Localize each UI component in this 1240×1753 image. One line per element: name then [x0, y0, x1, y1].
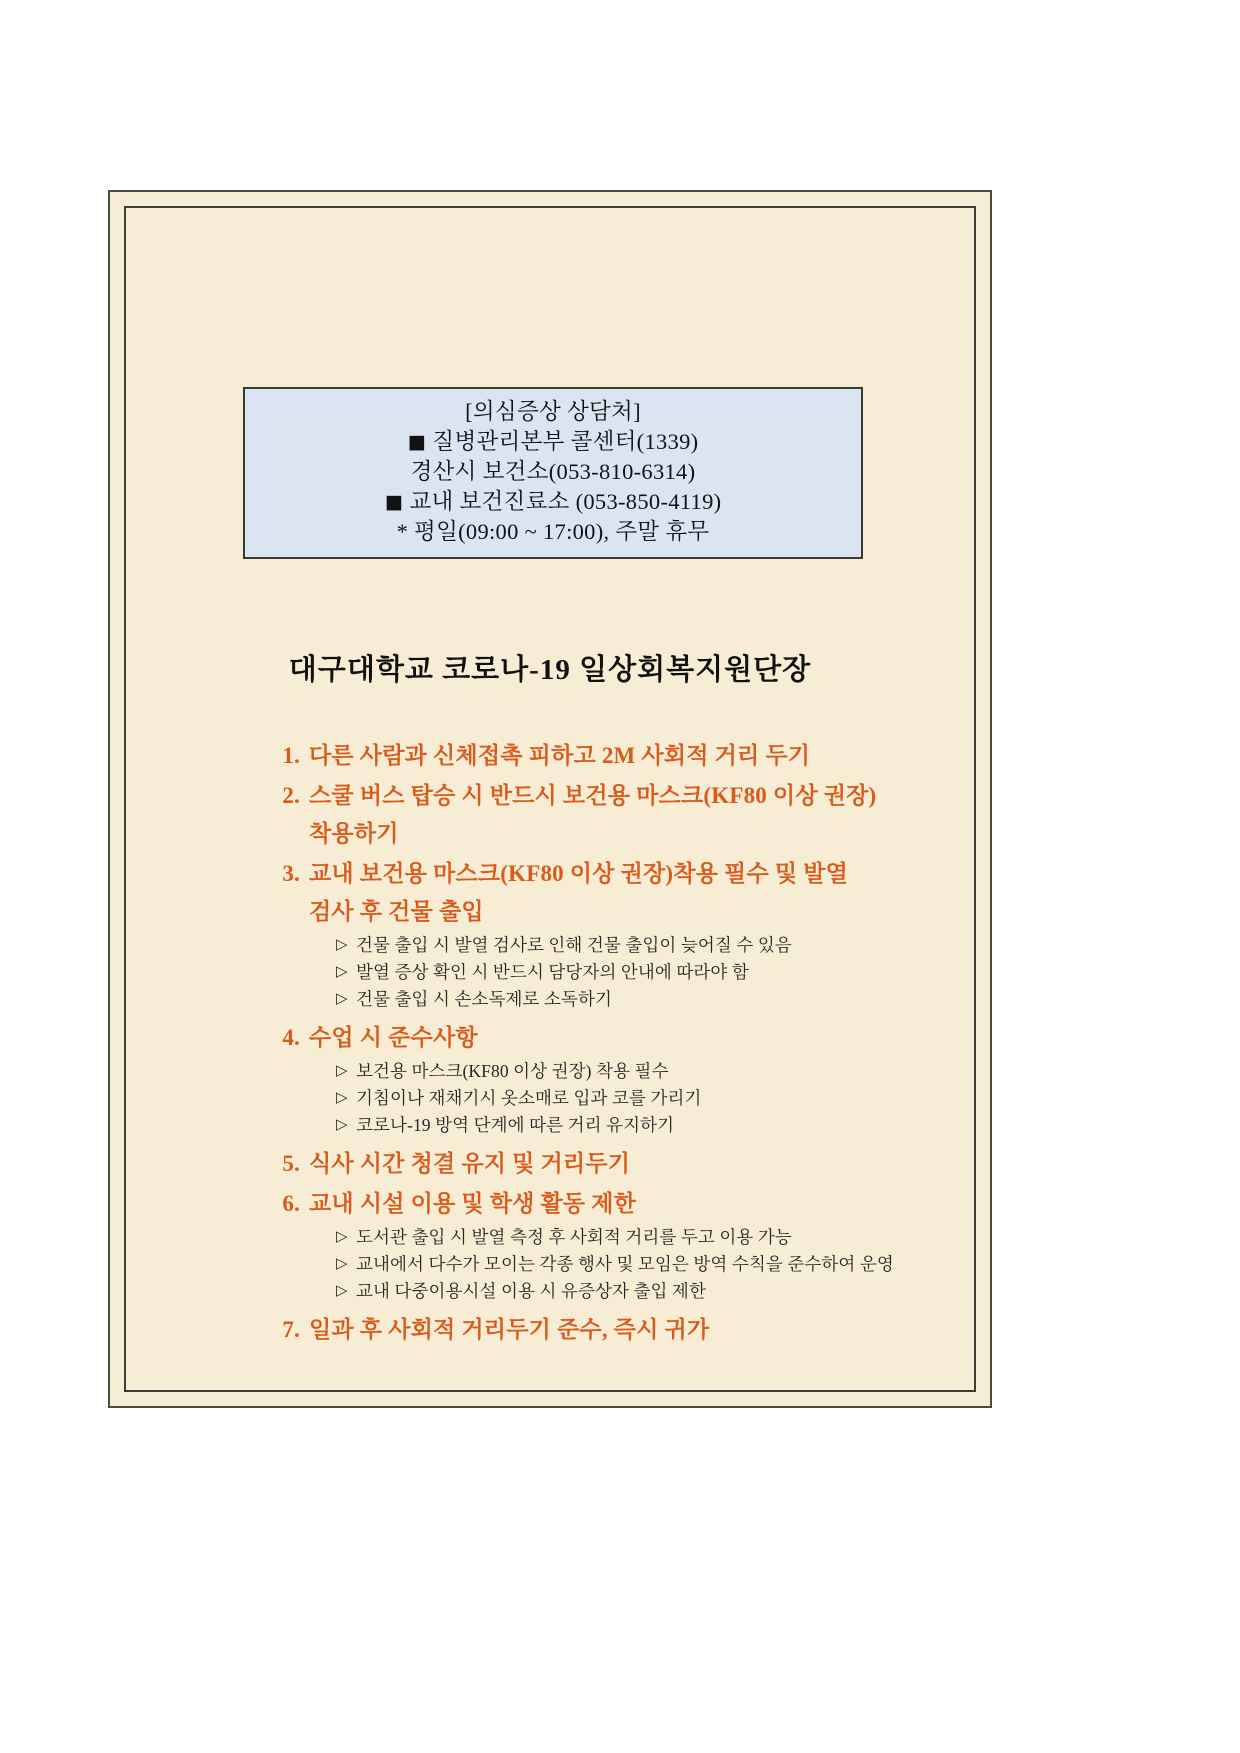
- list-item-number: 6.: [282, 1191, 300, 1216]
- guideline-list: [270, 737, 960, 1351]
- sub-list-item: [336, 1251, 960, 1278]
- contact-line-campus-clinic: ◼ 교내 보건진료소 (053-850-4119): [384, 489, 722, 514]
- sub-list-item: [336, 959, 960, 986]
- triangle-right-icon: ▷: [336, 964, 348, 980]
- list-item-line2: 착용하기: [309, 821, 399, 846]
- list-item: [270, 855, 960, 1013]
- sub-list: [336, 1058, 960, 1139]
- list-item-text: [309, 855, 960, 931]
- list-item-line1: 스쿨 버스 탑승 시 반드시 보건용 마스크(KF80 이상 권장): [309, 783, 877, 808]
- triangle-right-icon: ▷: [336, 1117, 348, 1133]
- sub-list-item-text: 코로나-19 방역 단계에 따른 거리 유지하기: [356, 1115, 675, 1135]
- sub-list-item-text: 기침이나 재채기시 옷소매로 입과 코를 가리기: [356, 1088, 702, 1108]
- sub-list-item: [336, 1058, 960, 1085]
- list-item-head: [270, 1145, 960, 1183]
- list-item-head: [270, 1311, 960, 1349]
- page-title: 대구대학교 코로나-19 일상회복지원단장: [288, 654, 812, 686]
- sub-list-item-text: 건물 출입 시 발열 검사로 인해 건물 출입이 늦어질 수 있음: [356, 935, 792, 955]
- list-item: [270, 1185, 960, 1305]
- list-item-text: 일과 후 사회적 거리두기 준수, 즉시 귀가: [309, 1317, 710, 1342]
- contact-line-title: [의심증상 상담처]: [465, 399, 641, 424]
- list-item: [270, 1311, 960, 1349]
- triangle-right-icon: ▷: [336, 1283, 348, 1299]
- list-item-line2: 검사 후 건물 출입: [309, 899, 484, 924]
- list-item-text: 교내 시설 이용 및 학생 활동 제한: [309, 1191, 637, 1216]
- list-item-text: 다른 사람과 신체접촉 피하고 2M 사회적 거리 두기: [309, 743, 811, 768]
- list-item-text: 식사 시간 청결 유지 및 거리두기: [309, 1151, 631, 1176]
- list-item: [270, 1145, 960, 1183]
- sub-list-item: [336, 932, 960, 959]
- list-item-head: [270, 1185, 960, 1223]
- sub-list: [336, 1224, 960, 1305]
- list-item-number: 2.: [282, 783, 300, 808]
- poster-sheet: [108, 190, 992, 1408]
- sub-list-item: [336, 986, 960, 1013]
- triangle-right-icon: ▷: [336, 1229, 348, 1245]
- list-item: [270, 737, 960, 775]
- list-item-number: 3.: [282, 861, 300, 886]
- triangle-right-icon: ▷: [336, 1090, 348, 1106]
- list-item-head: [270, 855, 960, 931]
- sub-list-item: [336, 1278, 960, 1305]
- sub-list-item: [336, 1085, 960, 1112]
- triangle-right-icon: ▷: [336, 1256, 348, 1272]
- list-item: [270, 1019, 960, 1139]
- list-item-head: [270, 777, 960, 853]
- list-item-text: 수업 시 준수사항: [309, 1025, 478, 1050]
- list-item: [270, 777, 960, 853]
- sub-list-item: [336, 1224, 960, 1251]
- sub-list-item-text: 도서관 출입 시 발열 측정 후 사회적 거리를 두고 이용 가능: [356, 1227, 792, 1247]
- list-item-text: [309, 777, 960, 853]
- list-item-head: [270, 737, 960, 775]
- poster-content: [110, 192, 990, 1406]
- list-item-head: [270, 1019, 960, 1057]
- contact-line-hours: * 평일(09:00 ~ 17:00), 주말 휴무: [396, 519, 710, 544]
- sub-list-item-text: 건물 출입 시 손소독제로 소독하기: [356, 989, 612, 1009]
- contact-line-kdca: ◼ 질병관리본부 콜센터(1339): [407, 429, 699, 454]
- triangle-right-icon: ▷: [336, 991, 348, 1007]
- contact-line-gyeongsan: 경산시 보건소(053-810-6314): [410, 459, 696, 484]
- sub-list-item-text: 보건용 마스크(KF80 이상 권장) 착용 필수: [356, 1061, 669, 1081]
- sub-list: [336, 932, 960, 1013]
- triangle-right-icon: ▷: [336, 937, 348, 953]
- sub-list-item: [336, 1112, 960, 1139]
- list-item-line1: 교내 보건용 마스크(KF80 이상 권장)착용 필수 및 발열: [309, 861, 849, 886]
- contact-box: [243, 387, 863, 559]
- sub-list-item-text: 교내 다중이용시설 이용 시 유증상자 출입 제한: [356, 1281, 706, 1301]
- sub-list-item-text: 교내에서 다수가 모이는 각종 행사 및 모임은 방역 수칙을 준수하여 운영: [356, 1254, 894, 1274]
- triangle-right-icon: ▷: [336, 1063, 348, 1079]
- list-item-number: 4.: [282, 1025, 300, 1050]
- list-item-number: 1.: [282, 743, 300, 768]
- sub-list-item-text: 발열 증상 확인 시 반드시 담당자의 안내에 따라야 함: [356, 962, 749, 982]
- list-item-number: 5.: [282, 1151, 300, 1176]
- list-item-number: 7.: [282, 1317, 300, 1342]
